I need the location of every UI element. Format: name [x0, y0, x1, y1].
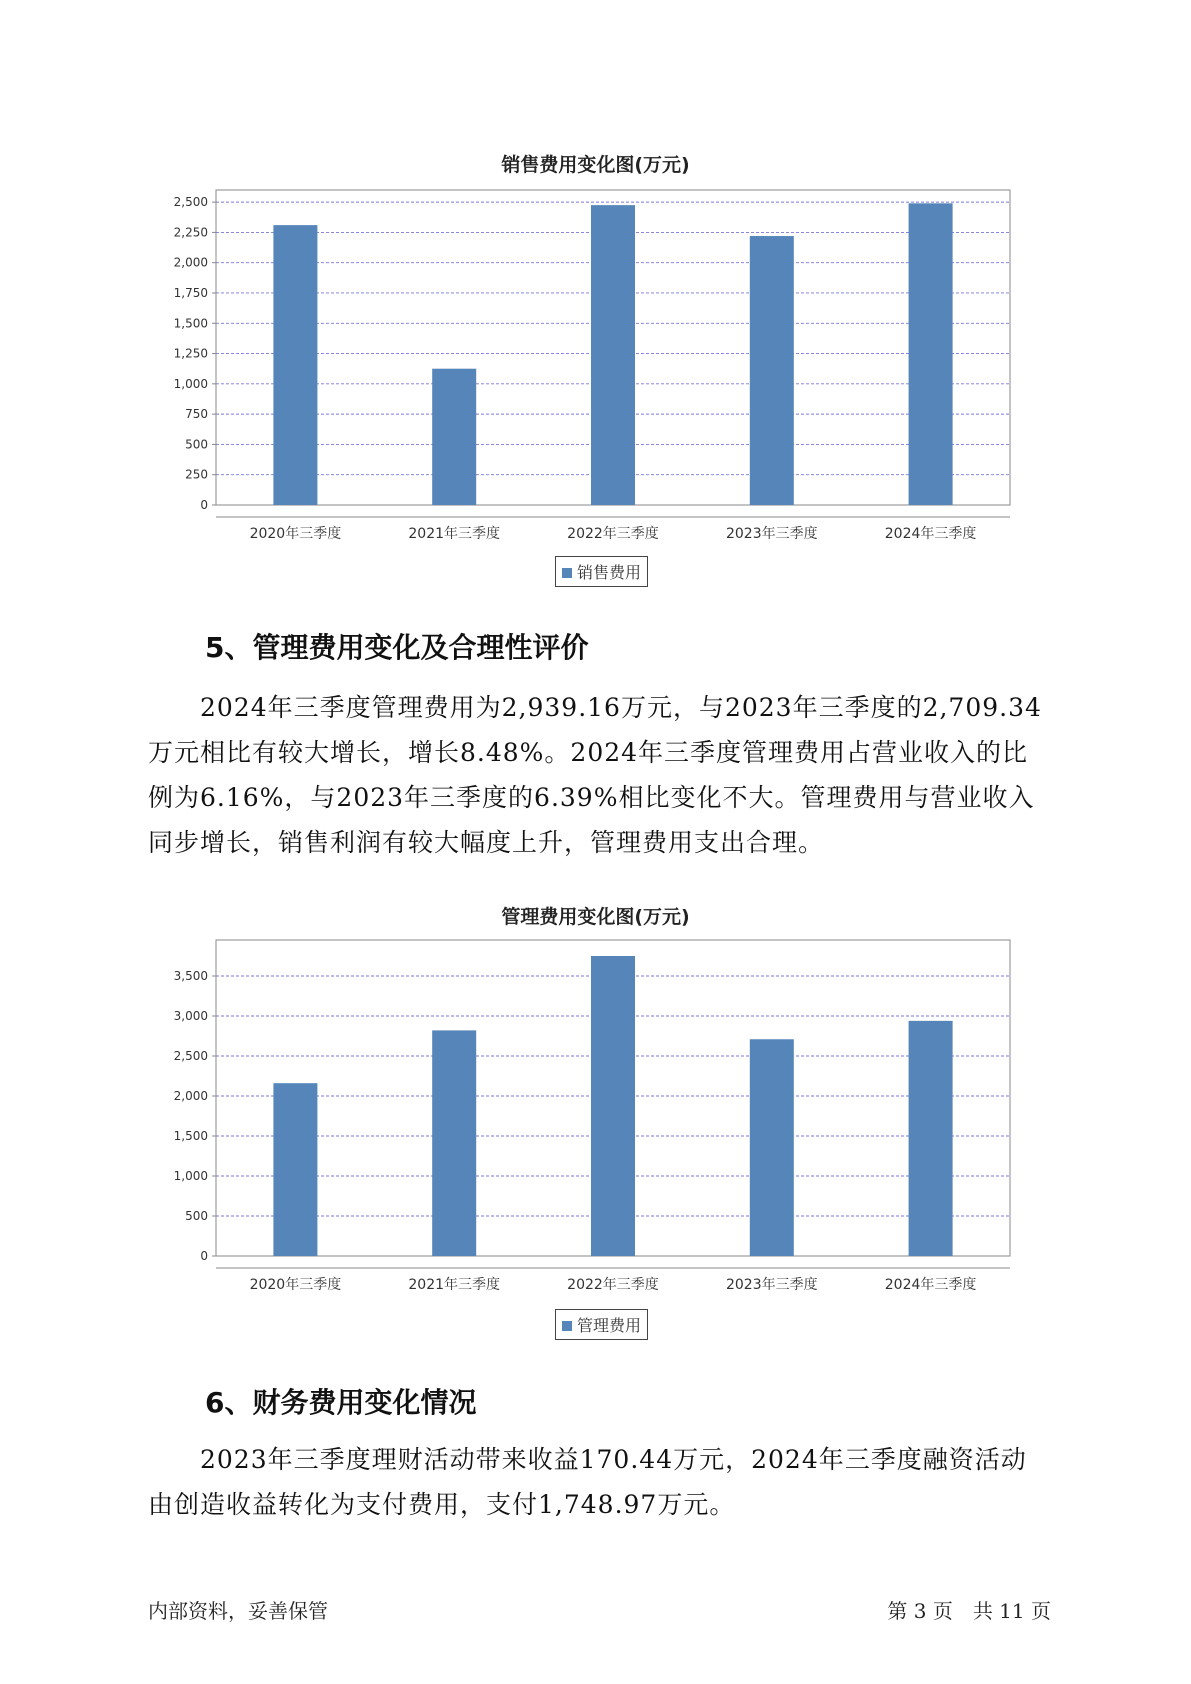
- footer-page-number: 第 3 页 共 11 页: [887, 1599, 1051, 1623]
- y-tick-label: 2,000: [173, 255, 208, 270]
- y-tick-label: 1,750: [173, 285, 208, 300]
- x-tick-label: 2023年三季度: [725, 526, 818, 542]
- bar: [432, 1030, 476, 1256]
- section-6-heading: 6、财务费用变化情况: [205, 1386, 477, 1419]
- admin-expense-legend: [555, 1309, 648, 1340]
- y-tick-label: 2,500: [173, 195, 208, 210]
- y-tick-label: 750: [185, 407, 208, 422]
- y-tick-label: 1,500: [173, 1129, 208, 1143]
- section-5-heading: 5、管理费用变化及合理性评价: [205, 631, 589, 664]
- x-tick-label: 2023年三季度: [725, 1277, 818, 1293]
- bar: [909, 1021, 953, 1256]
- bar: [750, 1039, 794, 1256]
- sales-expense-legend-label: 销售费用: [577, 563, 642, 582]
- x-tick-label: 2024年三季度: [884, 526, 977, 542]
- y-tick-label: 500: [185, 437, 208, 452]
- y-tick-label: 500: [185, 1209, 208, 1223]
- y-tick-label: 2,500: [173, 1049, 208, 1063]
- x-tick-label: 2020年三季度: [249, 1277, 342, 1293]
- y-tick-label: 2,000: [173, 1089, 208, 1103]
- admin-expense-legend-label: 管理费用: [577, 1316, 642, 1335]
- x-tick-label: 2021年三季度: [408, 526, 501, 542]
- section-5-paragraph: 2024年三季度管理费用为2,939.16万元，与2023年三季度的2,709.34万元相比有较大增长，增长8.48%。2024年三季度管理费用占营业收入的比例为6.16%，与2023年三季度的6.39%相比变化不大。管理费用与营业收入同步增长，销售利润有较大幅度上升，管理费用支出合理。: [148, 693, 1042, 857]
- y-tick-label: 0: [200, 1249, 208, 1263]
- y-tick-label: 1,500: [173, 316, 208, 331]
- bar: [591, 956, 635, 1256]
- bar: [273, 1083, 317, 1256]
- x-tick-label: 2021年三季度: [408, 1277, 501, 1293]
- y-tick-label: 1,250: [173, 346, 208, 361]
- section-6-paragraph: 2023年三季度理财活动带来收益170.44万元，2024年三季度融资活动由创造收益转化为支付费用，支付1,748.97万元。: [148, 1445, 1027, 1519]
- footer-confidential-note: 内部资料，妥善保管: [148, 1599, 328, 1623]
- y-tick-label: 3,000: [173, 1009, 208, 1023]
- y-tick-label: 3,500: [173, 969, 208, 983]
- y-tick-label: 1,000: [173, 1169, 208, 1183]
- y-tick-label: 0: [200, 498, 208, 512]
- x-tick-label: 2020年三季度: [249, 526, 342, 542]
- y-tick-label: 2,250: [173, 225, 208, 240]
- x-tick-label: 2024年三季度: [884, 1277, 977, 1293]
- legend-swatch-icon: [562, 1321, 572, 1331]
- x-tick-label: 2022年三季度: [567, 526, 659, 542]
- sales-expense-chart-title: 销售费用变化图(万元): [501, 154, 690, 176]
- x-tick-label: 2022年三季度: [567, 1277, 659, 1293]
- admin-expense-chart-title: 管理费用变化图(万元): [501, 906, 690, 928]
- y-tick-label: 1,000: [173, 376, 208, 391]
- y-tick-label: 250: [185, 467, 208, 482]
